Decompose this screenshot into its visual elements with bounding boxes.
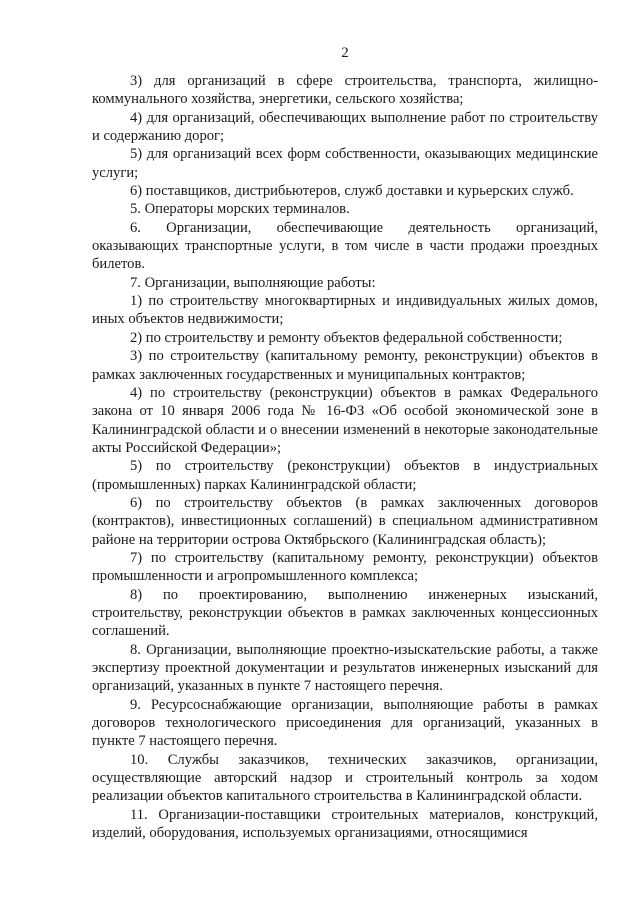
paragraph-4-roads: 4) для организаций, обеспечивающих выполнение работ по строительству и содержанию дорог;: [92, 109, 598, 145]
item-7-subitem-6: 6) по строительству объектов (в рамках заключенных договоров (контрактов), инвестиционных соглашений) в специальном административном районе на территории острова Октябрьского (Калининградская область);: [92, 494, 598, 548]
paragraph-5-medical: 5) для организаций всех форм собственности, оказывающих медицинские услуги;: [92, 146, 598, 181]
paragraph-6-suppliers: 6) поставщиков, дистрибьютеров, служб доставки и курьерских служб.: [130, 183, 574, 200]
item-7-heading: 7. Организации, выполняющие работы:: [130, 274, 376, 291]
item-7-subitem-5: 5) по строительству (реконструкции) объектов в индустриальных (промышленных) парках Калининградской области;: [92, 458, 598, 493]
item-7-subitem-4: 4) по строительству (реконструкции) объектов в рамках Федерального закона от 10 января 2006 года № 16-ФЗ «Об особой экономической зоне в Калининградской области и о внесении изменений в некоторые законодательные акты Российской Федерации»;: [92, 384, 598, 456]
page-number: 2: [341, 45, 349, 61]
item-5-sea-terminals: 5. Операторы морских терминалов.: [130, 201, 350, 218]
item-9-resource-supply: 9. Ресурсоснабжающие организации, выполняющие работы в рамках договоров технологического присоединения для организаций, указанных в пункте 7 настоящего перечня.: [92, 696, 598, 750]
item-6-transport-support: 6. Организации, обеспечивающие деятельность организаций, оказывающих транспортные услуги, в том числе в части продажи проездных билетов.: [92, 219, 598, 273]
item-10-customer-services: 10. Службы заказчиков, технических заказчиков, организации, осуществляющие авторский надзор и строительный контроль за ходом реализации объектов капитального строительства в Калининградской области.: [92, 751, 598, 805]
paragraph-3-construction-transport: 3) для организаций в сфере строительства, транспорта, жилищно-коммунального хозяйства, энергетики, сельского хозяйства;: [92, 73, 598, 108]
item-7-subitem-3: 3) по строительству (капитальному ремонту, реконструкции) объектов в рамках заключенных государственных и муниципальных контрактов;: [92, 348, 598, 383]
item-7-subitem-8: 8) по проектированию, выполнению инженерных изысканий, строительству, реконструкции объектов в рамках заключенных концессионных соглашений.: [92, 586, 598, 640]
item-11-material-suppliers: 11. Организации-поставщики строительных материалов, конструкций, изделий, оборудования, используемых организациями, относящимися: [92, 806, 598, 842]
item-8-design-survey: 8. Организации, выполняющие проектно-изыскательские работы, а также экспертизу проектной документации и результатов инженерных изысканий для организаций, указанных в пункте 7 настоящего перечня.: [92, 641, 598, 695]
item-7-subitem-7: 7) по строительству (капитальному ремонту, реконструкции) объектов промышленности и агропромышленного комплекса;: [92, 549, 598, 585]
item-7-subitem-1: 1) по строительству многоквартирных и индивидуальных жилых домов, иных объектов недвижимости;: [92, 293, 598, 328]
item-7-subitem-2: 2) по строительству и ремонту объектов федеральной собственности;: [130, 329, 563, 346]
